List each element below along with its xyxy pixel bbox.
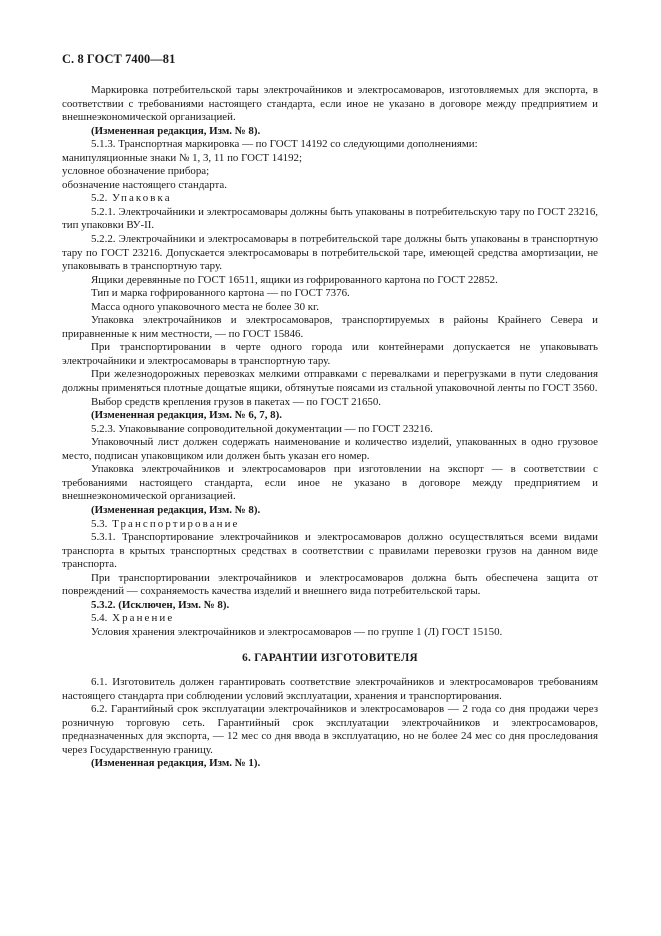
- paragraph-far-north: Упаковка электрочайников и электросамоваров, транспортируемых в районы Крайнего Севера и приравненные к ним местности, — по ГОСТ 15846.: [62, 314, 598, 340]
- clause-5-3-title: Транспортирование: [112, 517, 240, 530]
- paragraph-fastening: Выбор средств крепления грузов в пакетах — по ГОСТ 21650.: [91, 395, 382, 408]
- clause-5-4-title: Хранение: [112, 612, 175, 625]
- paragraph-cardboard: Тип и марка гофрированного картона — по ГОСТ 7376.: [91, 287, 350, 300]
- paragraph-storage: Условия хранения электрочайников и электросамоваров — по группе 1 (Л) ГОСТ 15150.: [91, 625, 503, 638]
- clause-5-2-2: 5.2.2. Электрочайники и электросамовары в потребительской таре должны быть упакованы в транспортную тару по ГОСТ 23216. Допускается электросамовары в потребительской таре, имеющей средства амортизации, не упаковывать в транспортную тару.: [62, 233, 598, 273]
- clause-5-1-3: 5.1.3. Транспортная маркировка — по ГОСТ 14192 со следующими дополнениями:: [91, 138, 478, 151]
- amendment-note: (Измененная редакция, Изм. № 1).: [91, 757, 261, 770]
- clause-5-2-heading: [62, 192, 598, 206]
- paragraph-boxes: Ящики деревянные по ГОСТ 16511, ящики из гофрированного картона по ГОСТ 22852.: [91, 273, 498, 286]
- clause-5-2-1: 5.2.1. Электрочайники и электросамовары должны быть упакованы в потребительскую тару по ГОСТ 23216, тип упаковки ВУ-II.: [62, 205, 598, 232]
- clause-5-4-heading: [62, 612, 598, 626]
- section-6-heading: 6. ГАРАНТИИ ИЗГОТОВИТЕЛЯ: [242, 652, 418, 665]
- clause-5-4-number: 5.4.: [91, 612, 108, 625]
- paragraph-marking-export: Маркировка потребительской тары электрочайников и электросамоваров, изготовляемых для экспорта, в соответствии с требованиями настоящего стандарта, если иное не указано в договоре между предприятием и внешнеэкономической организацией.: [62, 84, 598, 124]
- clause-5-2-3: 5.2.3. Упаковывание сопроводительной документации — по ГОСТ 23216.: [91, 422, 433, 435]
- paragraph-packing-sheet: Упаковочный лист должен содержать наименование и количество изделий, упакованных в одно грузовое место, подписан упаковщиком или должен быть указан его номер.: [62, 436, 598, 462]
- clause-5-3-number: 5.3.: [91, 517, 108, 530]
- clause-5-3-heading: [62, 518, 598, 532]
- clause-5-3-1: 5.3.1. Транспортирование электрочайников и электросамоваров должно осуществляться всеми видами транспорта в крытых транспортных средствах в соответствии с правилами перевозки грузов на данном виде транспорта.: [62, 531, 598, 571]
- clause-5-2-title: Упаковка: [112, 192, 172, 205]
- amendment-note: (Измененная редакция, Изм. № 8).: [91, 124, 261, 137]
- paragraph-export-packing: Упаковка электрочайников и электросамоваров при изготовлении на экспорт — в соответствии с требованиями настоящего стандарта, если иное не указано в договоре между предприятием и внешнеэкономической организацией.: [62, 463, 598, 503]
- document-body: [62, 78, 598, 771]
- paragraph-mass: Масса одного упаковочного места не более 30 кг.: [91, 300, 320, 313]
- amendment-note: (Измененная редакция, Изм. № 8).: [91, 503, 261, 516]
- clause-6-2: 6.2. Гарантийный срок эксплуатации электрочайников и электросамоваров — 2 года со дня продажи через розничную торговую сеть. Гарантийный срок эксплуатации электрочайников и электросамоваров, предназначенных для экспорта, — 12 мес со дня ввода в эксплуатацию, но не более 24 мес со дня проследования через Государственную границу.: [62, 703, 598, 756]
- clause-5-3-2: 5.3.2. (Исключен, Изм. № 8).: [91, 598, 230, 611]
- paragraph-city-transport: При транспортировании в черте одного города или контейнерами допускается не упаковывать электрочайники и электросамовары в транспортную тару.: [62, 341, 598, 367]
- paragraph-railway: При железнодорожных перевозках мелкими отправками с перевалками и перегрузками в пути следования должны применяться плотные дощатые ящики, обтянутые поясами из стальной упаковочной ленты по ГОСТ 3560.: [62, 368, 598, 395]
- clause-5-2-number: 5.2.: [91, 192, 108, 205]
- amendment-note: (Измененная редакция, Изм. № 6, 7, 8).: [91, 409, 282, 422]
- page-running-title: С. 8 ГОСТ 7400—81: [62, 52, 176, 66]
- clause-5-1-3-line-3: обозначение настоящего стандарта.: [62, 178, 227, 191]
- clause-5-1-3-line-1: манипуляционные знаки № 1, 3, 11 по ГОСТ 14192;: [62, 151, 302, 164]
- paragraph-damage-protection: При транспортировании электрочайников и электросамоваров должна быть обеспечена защита от повреждений — сохраняемость качества изделий и внешнего вида потребительской тары.: [62, 571, 598, 598]
- clause-5-1-3-line-2: условное обозначение прибора;: [62, 165, 210, 178]
- clause-6-1: 6.1. Изготовитель должен гарантировать соответствие электрочайников и электросамоваров требованиям настоящего стандарта при соблюдении условий эксплуатации, хранения и транспортирования.: [62, 675, 598, 702]
